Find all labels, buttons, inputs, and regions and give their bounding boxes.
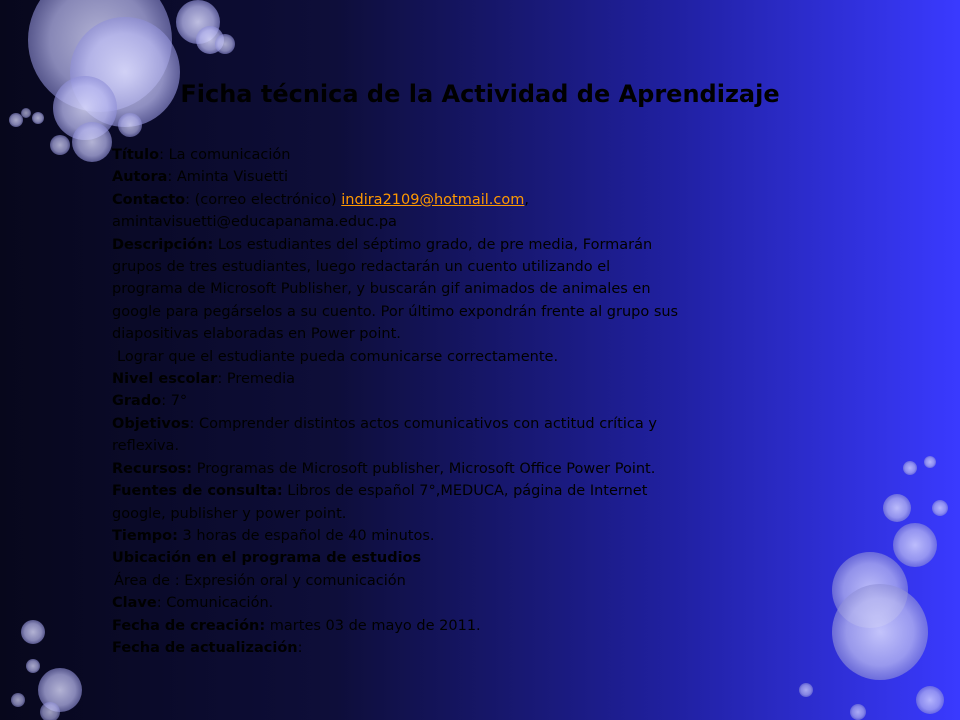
field-value: Premedia — [226, 371, 296, 388]
field-value: , — [524, 191, 529, 208]
field-label: Título — [112, 147, 160, 163]
field-separator: : — [185, 191, 195, 208]
field-descripcion — [112, 234, 812, 256]
field-separator: : — [156, 595, 167, 612]
field-value: La comunicación — [168, 147, 291, 163]
description-line: diapositivas elaboradas en Power point. — [112, 326, 401, 343]
field-objetivos — [112, 413, 812, 435]
field-label: Autora — [112, 169, 168, 186]
field-separator: : — [189, 415, 199, 432]
field-label: Descripción: — [112, 236, 214, 253]
activity-sheet — [112, 144, 812, 659]
field-value: Programas de Microsoft publisher, Microsoft Office Power Point. — [192, 460, 656, 477]
email-secondary: amintavisuetti@educapanama.educ.pa — [112, 214, 397, 231]
field-separator: : — [217, 371, 227, 388]
field-value: Comunicación. — [166, 595, 274, 612]
field-label: Contacto — [112, 191, 186, 208]
description-line: google para pegárselos a su cuento. Por último expondrán frente al grupo sus — [112, 303, 679, 320]
field-grado — [112, 390, 812, 412]
field-value: 3 horas de español de 40 minutos. — [177, 527, 435, 544]
field-label: Clave — [112, 595, 157, 612]
field-label: Fecha de creación: — [112, 617, 266, 634]
field-separator: : — [297, 639, 303, 656]
field-actualizacion — [112, 637, 812, 659]
field-ubicacion-label: Ubicación en el programa de estudios — [112, 550, 422, 567]
field-label: Objetivos — [112, 415, 190, 432]
general-objective: Lograr que el estudiante pueda comunicarse correctamente. — [117, 348, 559, 365]
field-value: (correo electrónico) — [194, 191, 342, 208]
field-value: Aminta Visuetti — [176, 169, 289, 186]
field-value: 7° — [170, 393, 188, 410]
field-separator: : — [167, 169, 177, 186]
field-label: Tiempo: — [112, 527, 178, 544]
field-contacto — [112, 189, 812, 211]
field-nivel — [112, 368, 812, 390]
page-title: Ficha técnica de la Actividad de Aprendizaje — [180, 80, 780, 108]
field-label: Nivel escolar — [112, 371, 218, 388]
field-recursos — [112, 458, 812, 480]
field-ubicacion-value: Área de : Expresión oral y comunicación — [114, 572, 406, 589]
field-fuentes — [112, 480, 812, 502]
field-label: Fecha de actualización — [112, 639, 298, 656]
description-line: Los estudiantes del séptimo grado, de pre media, Formarán — [213, 236, 653, 253]
field-separator: : — [161, 393, 171, 410]
field-autora — [112, 166, 812, 188]
field-label: Grado — [112, 393, 162, 410]
field-value: martes 03 de mayo de 2011. — [265, 617, 481, 634]
field-label: Fuentes de consulta: — [112, 483, 283, 500]
field-value: Libros de español 7°,MEDUCA, página de Internet — [282, 483, 648, 500]
field-separator: : — [159, 147, 169, 163]
field-clave — [112, 592, 812, 614]
field-tiempo — [112, 525, 812, 547]
field-value: Comprender distintos actos comunicativos con actitud crítica y — [198, 415, 657, 432]
field-titulo — [112, 144, 812, 166]
description-line: grupos de tres estudiantes, luego redactarán un cuento utilizando el — [112, 259, 611, 276]
sources-line: google, publisher y power point. — [112, 505, 347, 522]
field-label: Recursos: — [112, 460, 193, 477]
field-creacion — [112, 615, 812, 637]
description-line: programa de Microsoft Publisher, y buscarán gif animados de animales en — [112, 281, 651, 298]
objectives-line: reflexiva. — [112, 438, 180, 455]
email-link[interactable]: indira2109@hotmail.com — [341, 191, 525, 208]
